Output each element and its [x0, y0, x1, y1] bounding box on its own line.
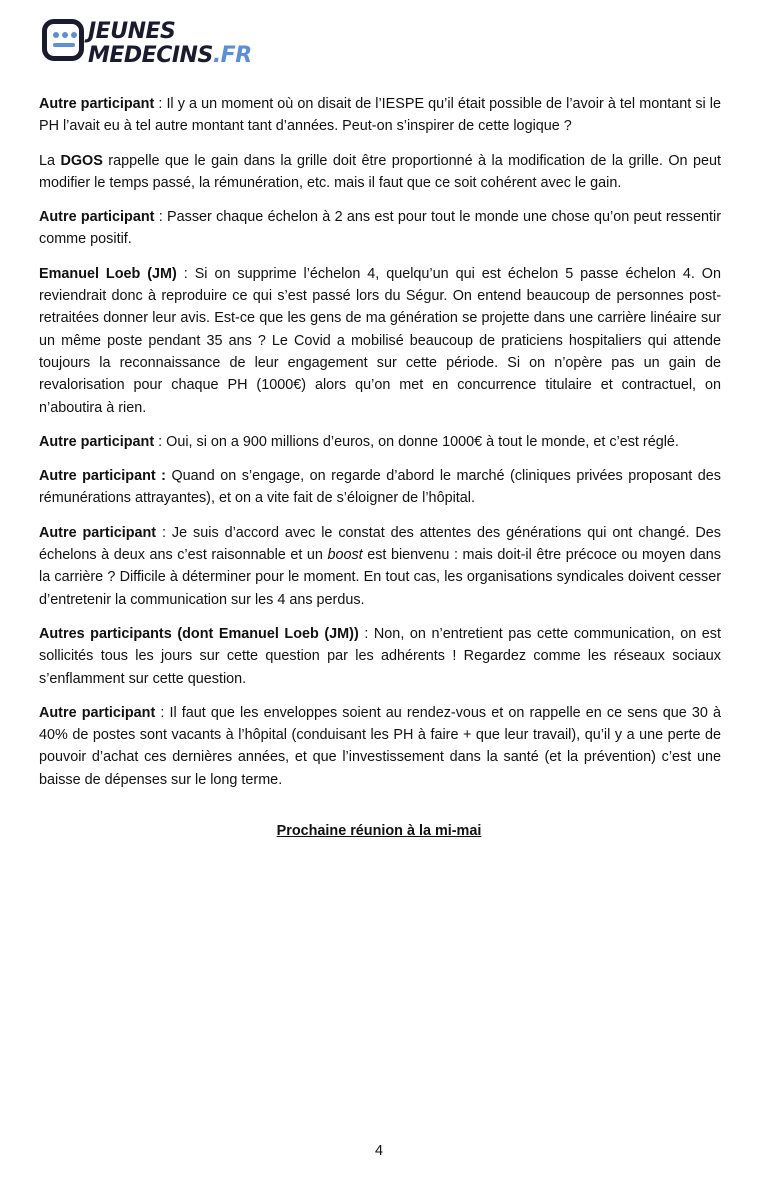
speaker: Autre participant	[39, 209, 155, 226]
speaker: Autre participant	[39, 96, 155, 112]
logo-wordmark: JEUNES MEDECINS.FR	[88, 19, 252, 68]
paragraph-3: Autre participant : Passer chaque échelon à 2 ans est pour tout le monde une chose qu’on peut ressentir comme positif.	[39, 209, 721, 248]
speaker: DGOS	[60, 152, 103, 169]
page-number: 4	[374, 1143, 383, 1159]
paragraph-7: Autre participant : Je suis d’accord avec le constat des attentes des générations qui ont changé. Des échelons à deux ans c’est raisonnable et un boost est bienvenu : mais doit-il être précoce ou moyen dans la carrière ? Difficile à déterminer pour le moment. En tout cas, les organisations syndicales doivent cesser d’entretenir la communication sur les 4 ans perdus.	[39, 524, 721, 608]
paragraph-5: Autre participant : Oui, si on a 900 millions d’euros, on donne 1000€ à tout le monde, et c’est réglé.	[39, 433, 679, 450]
speaker: Autre participant	[39, 433, 155, 450]
paragraph-2: La DGOS rappelle que le gain dans la grille doit être proportionné à la modification de la grille. On peut modifier le temps passé, la rémunération, etc. mais il faut que ce soit cohérent avec le gain.	[39, 152, 721, 191]
paragraph-6: Autre participant : Quand on s’engage, on regarde d’abord le marché (cliniques privées proposant des rémunérations attrayantes), et on a vite fait de s’éloigner de l’hôpital.	[39, 468, 721, 507]
speaker: Autre participant :	[39, 468, 166, 485]
chat-bubble-icon	[42, 19, 84, 61]
speaker: Autres participants (dont Emanuel Loeb (JM))	[39, 625, 359, 642]
next-meeting-heading: Prochaine réunion à la mi-mai	[276, 823, 482, 839]
paragraph-9: Autre participant : Il faut que les enveloppes soient au rendez-vous et on rappelle en ce sens que 30 à 40% de postes sont vacants à l’hôpital (conduisant les PH à faire + que leur travail), qu’il y a une perte de pouvoir d’achat ces dernières années, et que l’investissement dans la santé (et la prévention) c’est une baisse de dépenses sur le long terme.	[39, 704, 721, 788]
paragraph-1: Autre participant : Il y a un moment où on disait de l’IESPE qu’il était possible de l’avoir à tel montant si le PH l’avait eu à tel autre montant tant d’années. Peut-on s’inspirer de cette logique ?	[39, 96, 722, 135]
speaker: Autre participant	[39, 524, 157, 541]
site-logo	[40, 16, 252, 74]
speaker: Emanuel Loeb (JM)	[39, 265, 177, 282]
minutes-body	[39, 93, 721, 803]
paragraph-8: Autres participants (dont Emanuel Loeb (JM)) : Non, on n’entretient pas cette communication, on est sollicités tous les jours sur cette question par les adhérents ! Regardez comme les réseaux sociaux s’enflamment sur cette question.	[39, 625, 721, 687]
speaker: Autre participant	[39, 704, 156, 721]
paragraph-4: Emanuel Loeb (JM) : Si on supprime l’échelon 4, quelqu’un qui est échelon 5 passe échelon 4. On reviendrait donc à reproduire ce qui s’est passé lors du Ségur. On entend beaucoup de personnes post-retraitées donner leur avis. Est-ce que les gens de ma génération se projette dans une carrière linéaire sur un même poste pendant 35 ans ? Le Covid a mobilisé beaucoup de praticiens hospitaliers qui attende toujours la reconnaissance de leur engagement sur cette période. Si on n’opère pas un gain de revalorisation pour chaque PH (1000€) alors qu’on met en concurrence titulaire et contractuel, on n’aboutira à rien.	[39, 265, 721, 416]
